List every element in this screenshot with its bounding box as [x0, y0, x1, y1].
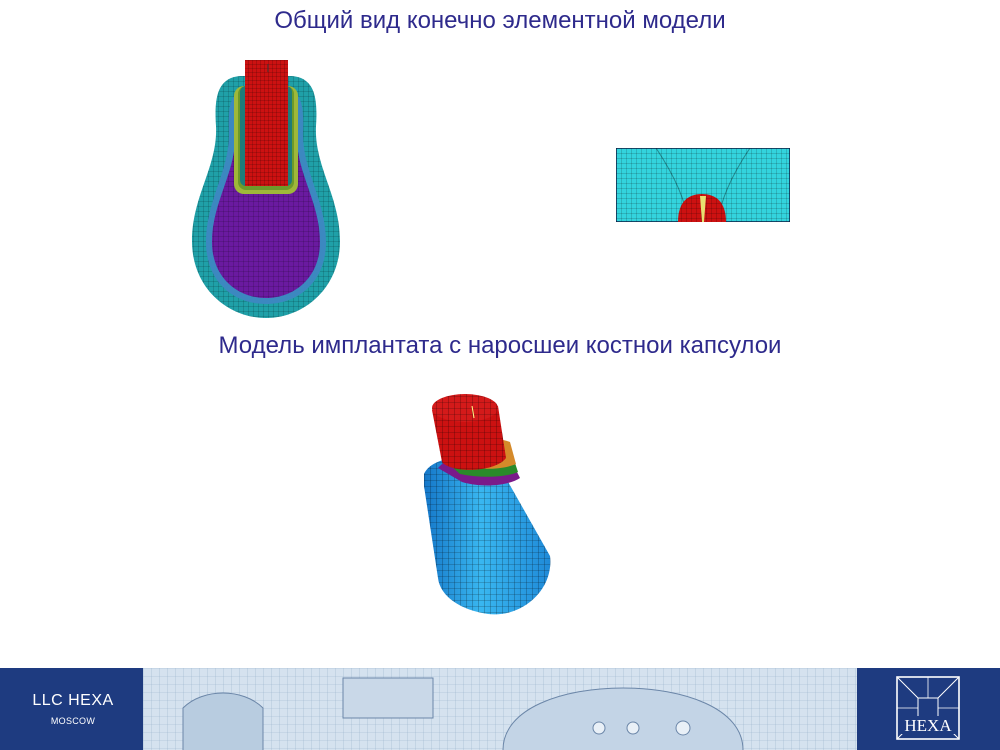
slide-title: Общий вид конечно элементной модели [274, 7, 726, 34]
company-name: LLC HEXA [32, 692, 114, 709]
slide-subtitle: Модель имплантата с наросшеи костнои капсулои [218, 332, 782, 359]
mesh-banner-image [143, 668, 857, 750]
implant-capsule-3d-model [412, 378, 562, 618]
hexa-logo [896, 676, 960, 740]
svg-text:HEXA: HEXA [904, 716, 952, 735]
fe-model-section-overview [188, 56, 344, 322]
footer-bar [0, 668, 1000, 750]
fe-model-detail-block [616, 148, 790, 222]
company-city: MOSCOW [50, 716, 96, 726]
